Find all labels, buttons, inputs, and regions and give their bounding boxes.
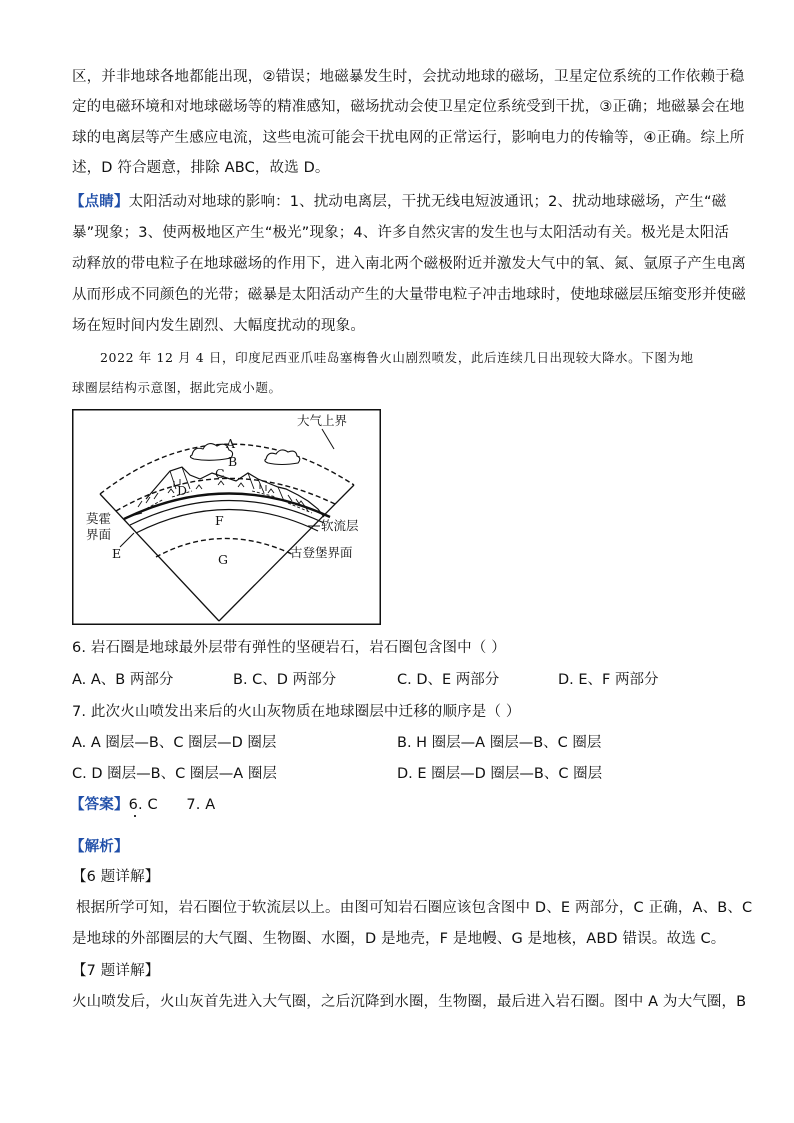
q7-option-a: A. A 圈层—B、C 圈层—D 圈层 bbox=[72, 735, 277, 751]
text-line: 暴”现象；3、使两极地区产生“极光”现象；4、许多自然灾害的发生也与太阳活动有关。极光是太阳活 bbox=[72, 225, 730, 241]
label-moho-2: 界面 bbox=[86, 527, 112, 542]
text-line: 场在短时间内发生剧烈、大幅度扰动的现象。 bbox=[72, 318, 365, 334]
text-line: 动释放的带电粒子在地球磁场的作用下，进入南北两个磁极附近并激发大气中的氧、氮、氩原子产生电离 bbox=[72, 256, 746, 272]
stray-dot bbox=[134, 815, 136, 817]
q6-option-d: D. E、F 两部分 bbox=[558, 672, 659, 688]
label-g: G bbox=[218, 552, 228, 567]
question-7-stem: 7. 此次火山喷发出来后的火山灰物质在地球圈层中迁移的顺序是（ ） bbox=[72, 704, 521, 720]
label-gutenberg: 古登堡界面 bbox=[290, 545, 353, 560]
label-b: B bbox=[228, 454, 238, 469]
q7-option-c: C. D 圈层—B、C 圈层—A 圈层 bbox=[72, 766, 277, 782]
earth-sphere-diagram bbox=[72, 409, 381, 625]
label-c: C bbox=[215, 466, 225, 481]
question-6-stem: 6. 岩石圈是地球最外层带有弹性的坚硬岩石，岩石圈包含图中（ ） bbox=[72, 640, 506, 656]
answer-tag: 【答案】 bbox=[70, 797, 129, 813]
answer-text: 6. C 7. A bbox=[128, 797, 216, 813]
text-line: 是地球的外部圈层的大气圈、生物圈、水圈，D 是地壳，F 是地幔、G 是地核，ABD 错误。故选 C。 bbox=[72, 931, 726, 947]
point-tag: 【点睛】 bbox=[70, 194, 129, 210]
analysis-tag: 【解析】 bbox=[70, 839, 129, 855]
point-first-line bbox=[70, 192, 727, 212]
text-line: 定的电磁环境和对地球磁场等的精准感知，磁场扰动会使卫星定位系统受到干扰，③正确；地磁暴会在地 bbox=[72, 99, 745, 115]
q6-option-b: B. C、D 两部分 bbox=[233, 672, 337, 688]
q7-option-b: B. H 圈层—A 圈层—B、C 圈层 bbox=[397, 735, 602, 751]
label-moho-1: 莫霍 bbox=[86, 511, 112, 526]
text-line: 从而形成不同颜色的光带；磁暴是太阳活动产生的大量带电粒子冲击地球时，使地球磁层压缩变形并使磁 bbox=[72, 287, 746, 303]
label-upper-atmosphere: 大气上界 bbox=[297, 413, 348, 428]
q7-detail-heading: 【7 题详解】 bbox=[72, 963, 160, 979]
label-asthenosphere: 软流层 bbox=[321, 518, 359, 533]
q6-option-c: C. D、E 两部分 bbox=[397, 672, 500, 688]
text-line: 述，D 符合题意，排除 ABC，故选 D。 bbox=[72, 160, 330, 176]
point-text: 太阳活动对地球的影响：1、扰动电离层，干扰无线电短波通讯；2、扰动地球磁场，产生“磁 bbox=[128, 194, 727, 210]
label-f: F bbox=[215, 513, 224, 528]
label-d: D bbox=[177, 483, 188, 498]
q7-option-d: D. E 圈层—D 圈层—B、C 圈层 bbox=[397, 766, 603, 782]
analysis-heading bbox=[70, 837, 720, 857]
intro-line: 球圈层结构示意图，据此完成小题。 bbox=[72, 380, 282, 395]
q6-option-a: A. A、B 两部分 bbox=[72, 672, 174, 688]
text-line: 球的电离层等产生感应电流，这些电流可能会干扰电网的正常运行，影响电力的传输等，④正确。综上所 bbox=[72, 130, 745, 146]
q6-detail-heading: 【6 题详解】 bbox=[72, 869, 160, 885]
label-a: A bbox=[226, 436, 236, 451]
text-line: 区，并非地球各地都能出现，②错误；地磁暴发生时，会扰动地球的磁场，卫星定位系统的工作依赖于稳 bbox=[72, 69, 745, 85]
answer-line bbox=[70, 795, 720, 815]
text-line: 根据所学可知，岩石圈位于软流层以上。由图可知岩石圈应该包含图中 D、E 两部分，C 正确，A、B、C bbox=[76, 900, 753, 916]
label-e: E bbox=[112, 546, 122, 561]
text-line: 火山喷发后，火山灰首先进入大气圈，之后沉降到水圈，生物圈，最后进入岩石圈。图中 A 为大气圈，B bbox=[72, 994, 747, 1010]
intro-line: 2022 年 12 月 4 日，印度尼西亚爪哇岛塞梅鲁火山剧烈喷发，此后连续几日出现较大降水。下图为地 bbox=[100, 350, 694, 365]
